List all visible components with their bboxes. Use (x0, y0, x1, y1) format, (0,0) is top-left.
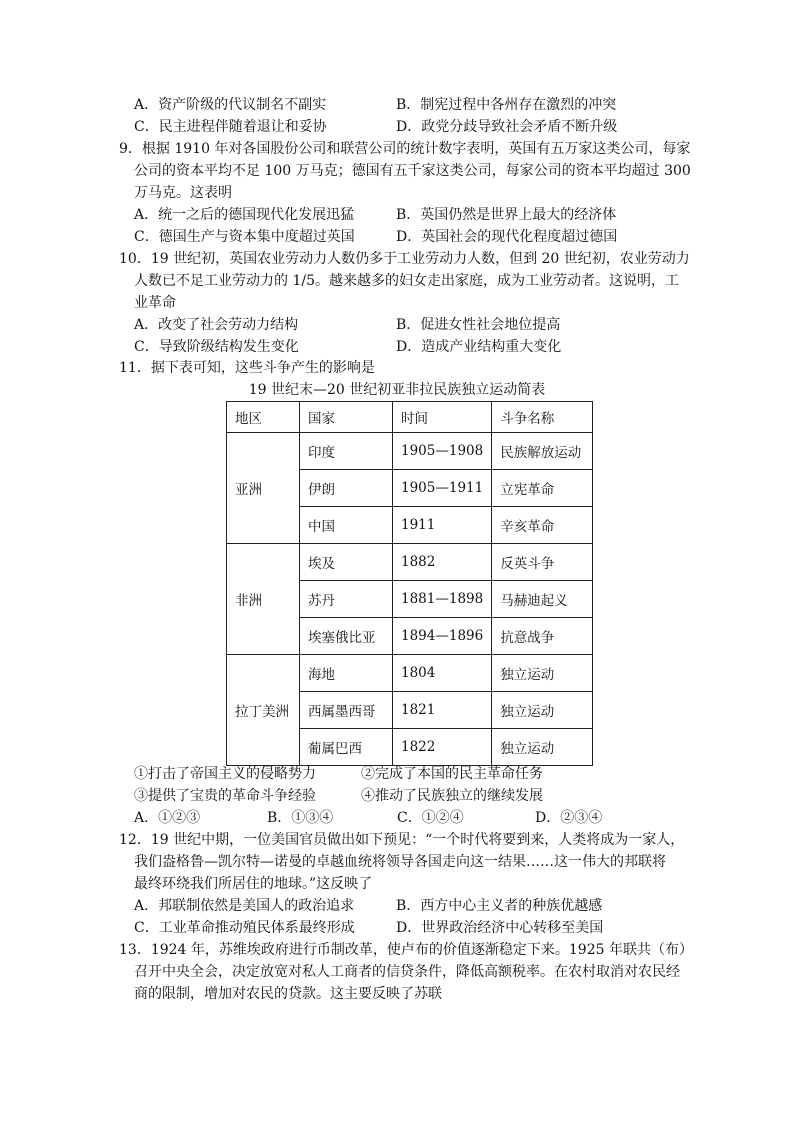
q13-stem-line-2: 召开中央全会，决定放宽对私人工商者的信贷条件，降低高额税率。在农村取消对农民经 (134, 964, 680, 980)
q8-option-c: C．民主进程伴随着退让和妥协 (134, 119, 327, 135)
q8-option-b: B．制宪过程中各州存在激烈的冲突 (396, 97, 617, 113)
country-cell: 埃及 (300, 544, 393, 581)
q10-option-c: C．导致阶级结构发生变化 (134, 339, 299, 355)
table-row (227, 544, 593, 581)
time-cell: 1882 (393, 544, 492, 581)
time-cell: 1905—1908 (393, 433, 492, 470)
q10-option-d: D．造成产业结构重大变化 (396, 339, 562, 355)
q10-stem-line-3: 业革命 (134, 295, 176, 311)
q11-statement-4: ④推动了民族独立的继续发展 (361, 788, 543, 804)
q12-option-d: D．世界政治经济中心转移至美国 (396, 920, 604, 936)
event-cell: 反英斗争 (492, 544, 593, 581)
country-cell: 埃塞俄比亚 (300, 618, 393, 655)
q11-option-b: B．①③④ (267, 810, 334, 826)
q13-stem-line-3: 商的限制，增加对农民的贷款。这主要反映了苏联 (134, 986, 442, 1002)
q9-option-a: A．统一之后的德国现代化发展迅猛 (134, 207, 355, 223)
event-cell: 独立运动 (492, 655, 593, 692)
table-header-row (227, 402, 593, 433)
country-cell: 伊朗 (300, 470, 393, 507)
event-cell: 抗意战争 (492, 618, 593, 655)
q9-option-b: B．英国仍然是世界上最大的经济体 (396, 207, 617, 223)
q10-stem-line-1: 10．19 世纪初，英国农业劳动力人数仍多于工业劳动力人数，但到 20 世纪初，农业劳动力 (119, 251, 690, 267)
region-cell-africa: 非洲 (227, 544, 300, 655)
event-cell: 马赫迪起义 (492, 581, 593, 618)
q9-stem-line-1: 9．根据 1910 年对各国股份公司和联营公司的统计数字表明，英国有五万家这类公司，每家 (119, 141, 691, 157)
table-title: 19 世纪末—20 世纪初亚非拉民族独立运动简表 (248, 382, 546, 398)
q12-option-c: C．工业革命推动殖民体系最终形成 (134, 920, 355, 936)
region-cell-latin-america: 拉丁美洲 (227, 655, 300, 766)
time-cell: 1821 (393, 692, 492, 729)
table-row (227, 433, 593, 470)
q8-option-d: D．政党分歧导致社会矛盾不断升级 (396, 119, 618, 135)
event-cell: 独立运动 (492, 729, 593, 766)
q10-stem-line-2: 人数已不足工业劳动力的 1/5。越来越多的妇女走出家庭，成为工业劳动者。这说明，工 (134, 273, 679, 289)
q13-stem-line-1: 13．1924 年，苏维埃政府进行币制改革，使卢布的价值逐渐稳定下来。1925 年联共（布） (119, 942, 693, 958)
time-cell: 1911 (393, 507, 492, 544)
time-cell: 1804 (393, 655, 492, 692)
q12-stem-line-3: 最终环绕我们所居住的地球。”这反映了 (134, 876, 373, 892)
event-cell: 独立运动 (492, 692, 593, 729)
time-cell: 1894—1896 (393, 618, 492, 655)
q10-option-b: B．促进女性社会地位提高 (396, 317, 561, 333)
q11-statement-3: ③提供了宝贵的革命斗争经验 (134, 788, 316, 804)
q11-option-d: D．②③④ (535, 810, 603, 826)
country-cell: 葡属巴西 (300, 729, 393, 766)
q10-option-a: A．改变了社会劳动力结构 (134, 317, 299, 333)
q11-statement-2: ②完成了本国的民主革命任务 (361, 766, 543, 782)
q11-option-a: A．①②③ (134, 810, 201, 826)
q11-statement-1: ①打击了帝国主义的侵略势力 (134, 766, 316, 782)
event-cell: 立宪革命 (492, 470, 593, 507)
q9-stem-line-3: 万马克。这表明 (134, 185, 232, 201)
q9-stem-line-2: 公司的资本平均不足 100 万马克；德国有五千家这类公司，每家公司的资本平均超过 300 (134, 163, 691, 179)
header-time: 时间 (393, 402, 492, 433)
q9-option-d: D．英国社会的现代化程度超过德国 (396, 229, 618, 245)
country-cell: 印度 (300, 433, 393, 470)
q11-stem: 11．据下表可知，这些斗争产生的影响是 (119, 360, 375, 376)
country-cell: 中国 (300, 507, 393, 544)
q12-stem-line-1: 12．19 世纪中期，一位美国官员做出如下预见：“一个时代将要到来，人类将成为一家人， (119, 832, 685, 848)
header-region: 地区 (227, 402, 300, 433)
q9-option-c: C．德国生产与资本集中度超过英国 (134, 229, 355, 245)
region-cell-asia: 亚洲 (227, 433, 300, 544)
time-cell: 1905—1911 (393, 470, 492, 507)
country-cell: 西属墨西哥 (300, 692, 393, 729)
q12-stem-line-2: 我们盎格鲁—凯尔特—诺曼的卓越血统将领导各国走向这一结果……这一伟大的邦联将 (134, 854, 666, 870)
table-row (227, 655, 593, 692)
q11-option-c: C．①②④ (397, 810, 464, 826)
q12-option-a: A．邦联制依然是美国人的政治追求 (134, 898, 355, 914)
q12-option-b: B．西方中心主义者的种族优越感 (396, 898, 603, 914)
independence-movement-table (226, 401, 593, 766)
country-cell: 苏丹 (300, 581, 393, 618)
event-cell: 民族解放运动 (492, 433, 593, 470)
country-cell: 海地 (300, 655, 393, 692)
event-cell: 辛亥革命 (492, 507, 593, 544)
time-cell: 1881—1898 (393, 581, 492, 618)
q8-option-a: A．资产阶级的代议制名不副实 (134, 97, 327, 113)
header-country: 国家 (300, 402, 393, 433)
header-event: 斗争名称 (492, 402, 593, 433)
time-cell: 1822 (393, 729, 492, 766)
